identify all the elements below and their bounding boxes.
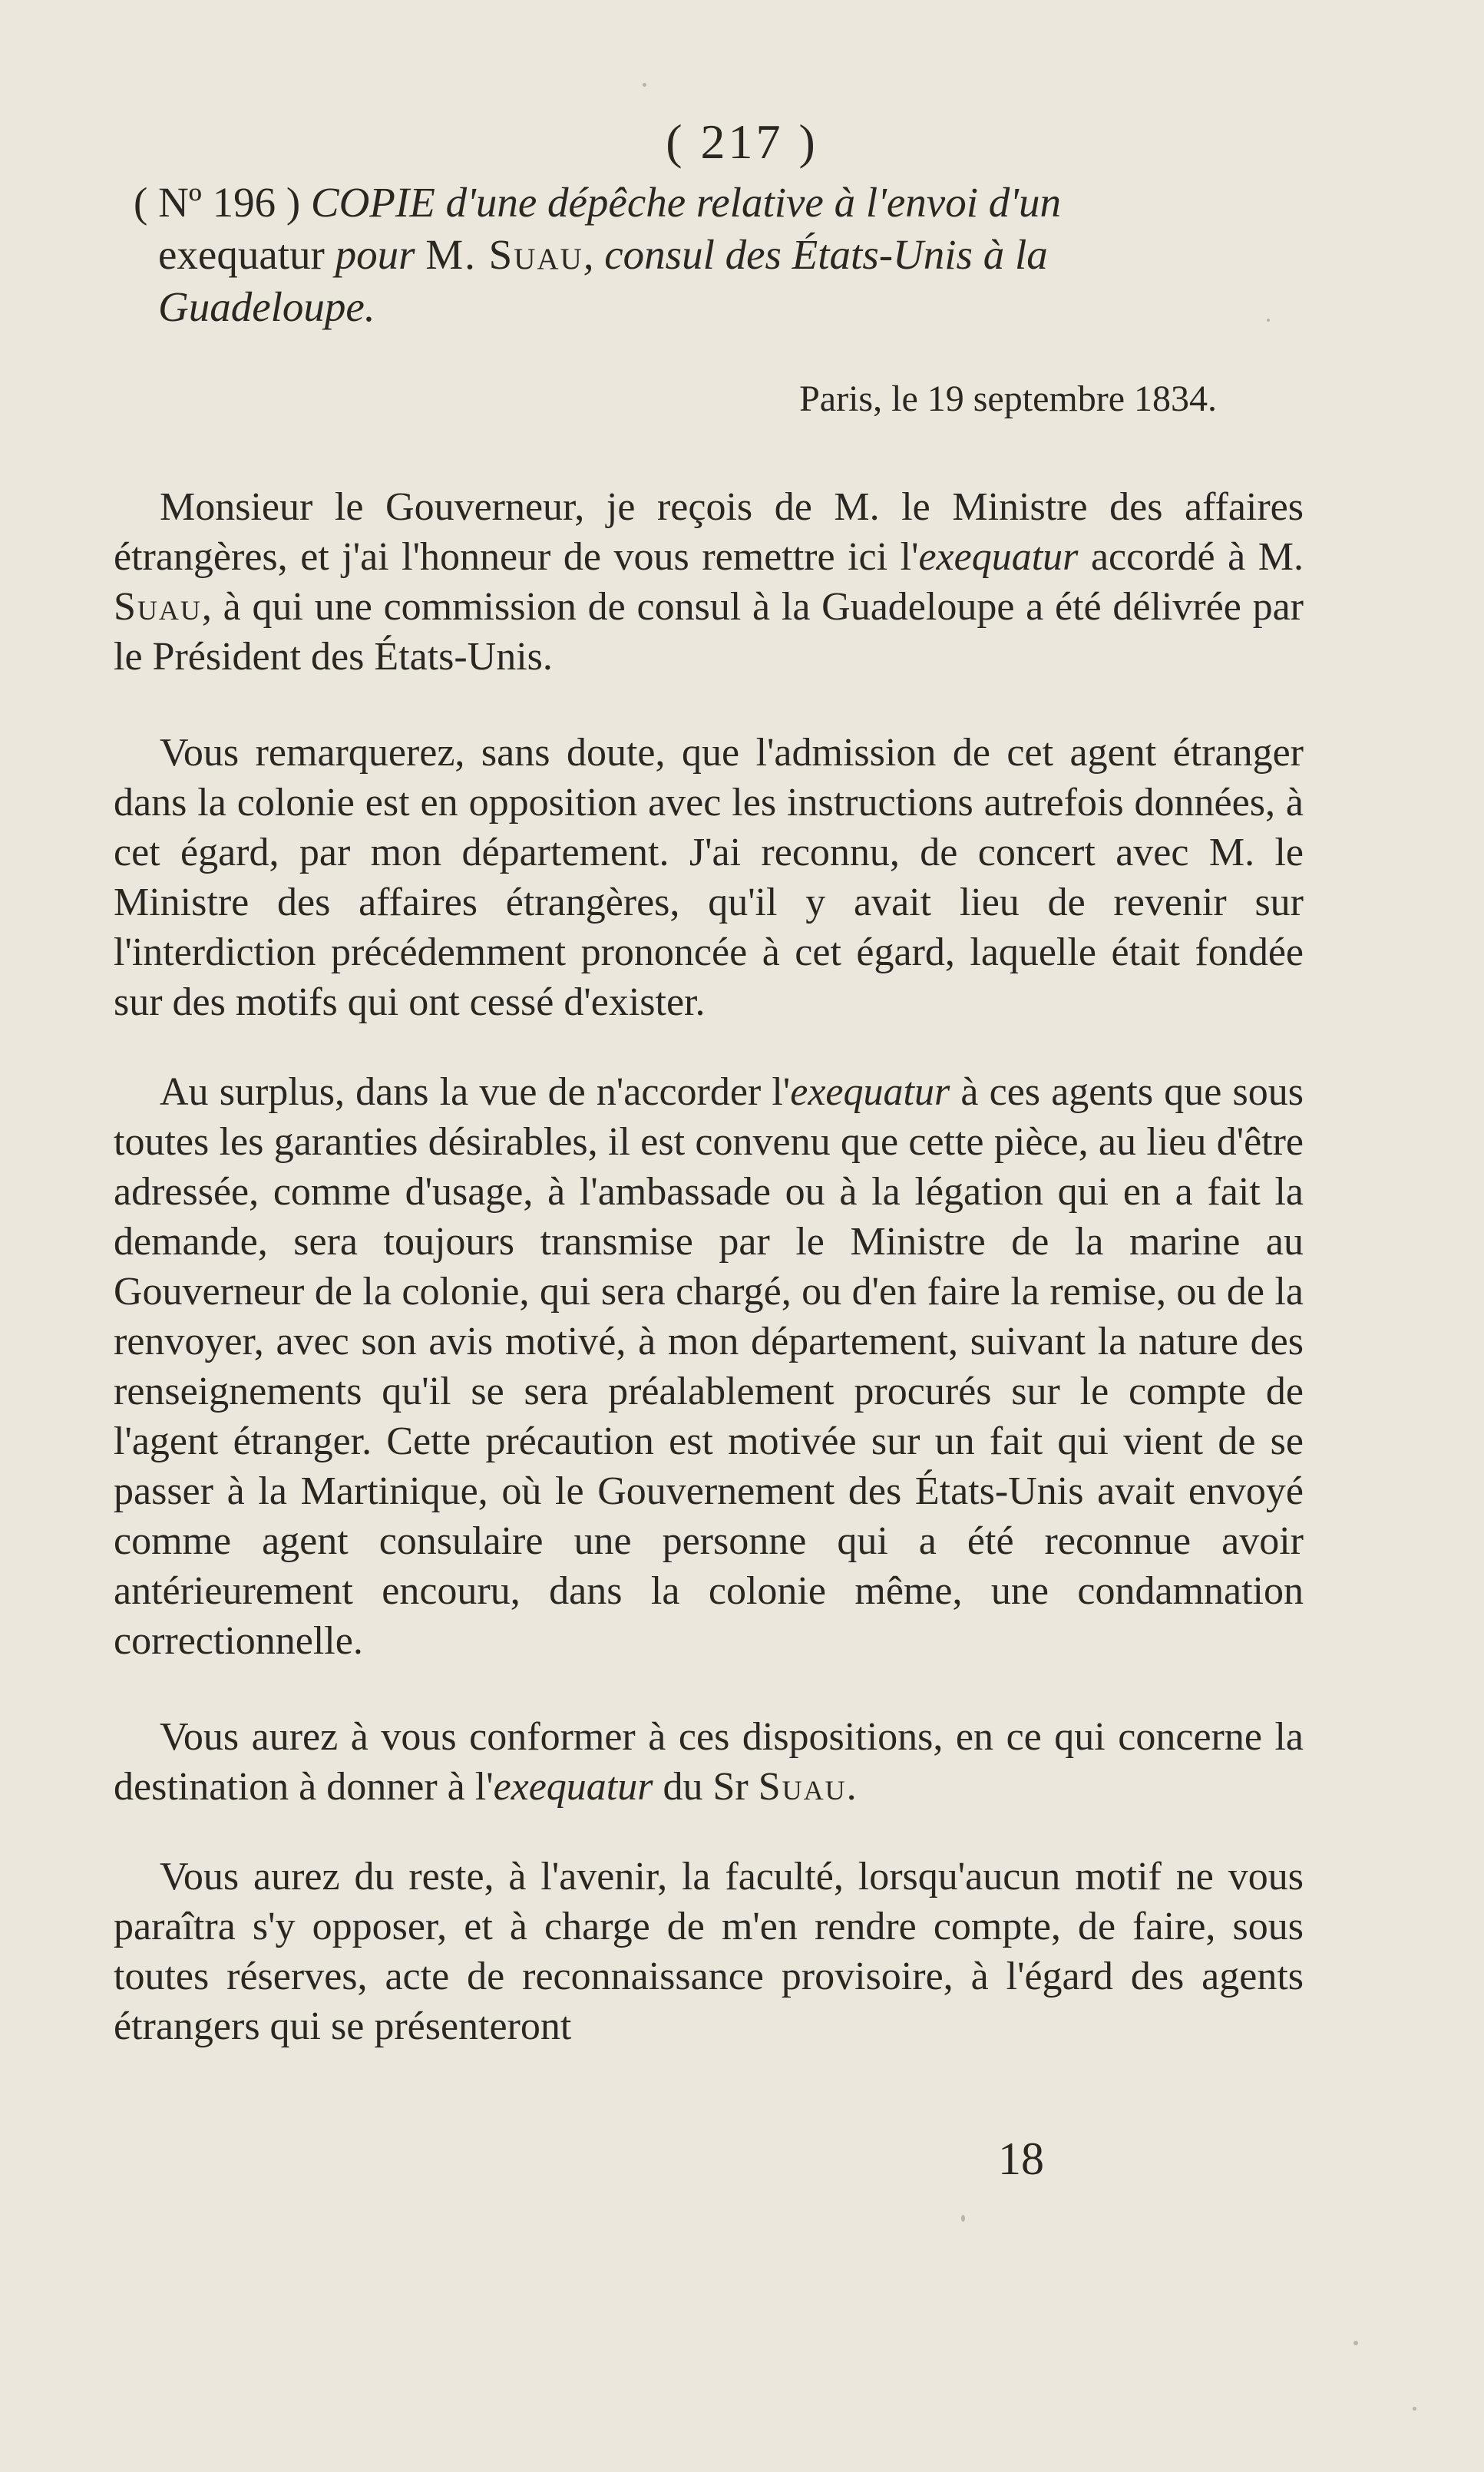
- heading-pour: pour: [335, 231, 415, 278]
- heading-consul: , consul des États-Unis à la: [583, 231, 1048, 278]
- paper-speck: [643, 83, 646, 87]
- paragraph-2: Vous remarquerez, sans doute, que l'admission de cet agent étranger dans la colonie est en opposition avec les instructions autrefois données, à cet égard, par mon département. J'ai reconnu, de concert avec M. le Ministre des affaires étrangères, qu'il y avait lieu de revenir sur l'interdiction précédemment prononcée à cet égard, laquelle était fondée sur des motifs qui ont cessé d'exister.: [114, 731, 1304, 1024]
- paper-speck: [1267, 319, 1270, 322]
- paragraph-1-text-c: accordé à M.: [1078, 535, 1304, 579]
- paragraph-4-text-e: .: [846, 1765, 857, 1809]
- paragraph-1-text-e: , à qui une commission de consul à la Guadeloupe a été délivrée par le Président des États-Unis.: [114, 585, 1304, 679]
- paragraph-3-exequatur: exequatur: [790, 1070, 950, 1114]
- paragraph-1-text-a: Monsieur le Gouverneur, je reçois de M. le Ministre des affaires étrangères, et j'ai l'honneur de vous remettre ici l': [114, 485, 1304, 579]
- document-number: ( Nº 196 ): [134, 179, 301, 226]
- heading-line-1: [134, 177, 1316, 229]
- signature-mark: 18: [998, 2133, 1044, 2184]
- paragraph-5: Vous aurez du reste, à l'avenir, la faculté, lorsqu'aucun motif ne vous paraîtra s'y opposer, et à charge de m'en rendre compte, de faire, sous toutes réserves, acte de reconnaissance provisoire, à l'égard des agents étrangers qui se présenteront: [114, 1855, 1304, 2048]
- heading-line-2: [134, 229, 1316, 281]
- paragraph-1: [114, 482, 1304, 682]
- paragraph-4: [114, 1712, 1304, 1812]
- paragraph-4-exequatur: exequatur: [493, 1765, 653, 1809]
- heading-name: M. Suau: [425, 231, 583, 278]
- heading-exequatur: exequatur: [158, 231, 325, 278]
- letter-body: [114, 482, 1304, 2051]
- paragraph-1-exequatur: exequatur: [918, 535, 1079, 579]
- paragraph-4-text-a: Vous aurez à vous conformer à ces dispositions, en ce qui concerne la destination à donner à l': [114, 1715, 1304, 1809]
- paragraph-3-text-a: Au surplus, dans la vue de n'accorder l': [160, 1070, 791, 1114]
- paper-speck: [1413, 2407, 1416, 2411]
- page-number: ( 217 ): [666, 114, 818, 169]
- paragraph-4-name: Suau: [758, 1765, 847, 1809]
- document-heading: [134, 177, 1316, 333]
- paragraph-3-text-c: à ces agents que sous toutes les garanties désirables, il est convenu que cette pièce, au lieu d'être adressée, comme d'usage, à l'ambassade ou à la légation qui en a fait la demande, sera toujours transmise par le Ministre de la marine au Gouverneur de la colonie, qui sera chargé, ou d'en faire la remise, ou de la renvoyer, avec son avis motivé, à mon département, suivant la nature des renseignements qu'il se sera préalablement procurés sur le compte de l'agent étranger. Cette précaution est motivée sur un fait qui vient de se passer à la Martinique, où le Gouvernement des États-Unis avait envoyé comme agent consulaire une personne qui a été reconnue avoir antérieurement encouru, dans la colonie même, une condamnation correctionnelle.: [114, 1070, 1304, 1663]
- paper-speck: [961, 2215, 965, 2222]
- paragraph-3: [114, 1067, 1304, 1666]
- paragraph-1-name: Suau: [114, 585, 202, 629]
- paper-speck: [1353, 2341, 1358, 2345]
- dateline: Paris, le 19 septembre 1834.: [799, 378, 1217, 419]
- paragraph-4-text-c: du Sr: [653, 1765, 759, 1809]
- heading-line-3: Guadeloupe.: [158, 283, 375, 330]
- document-title: COPIE d'une dépêche relative à l'envoi d'un: [310, 179, 1061, 226]
